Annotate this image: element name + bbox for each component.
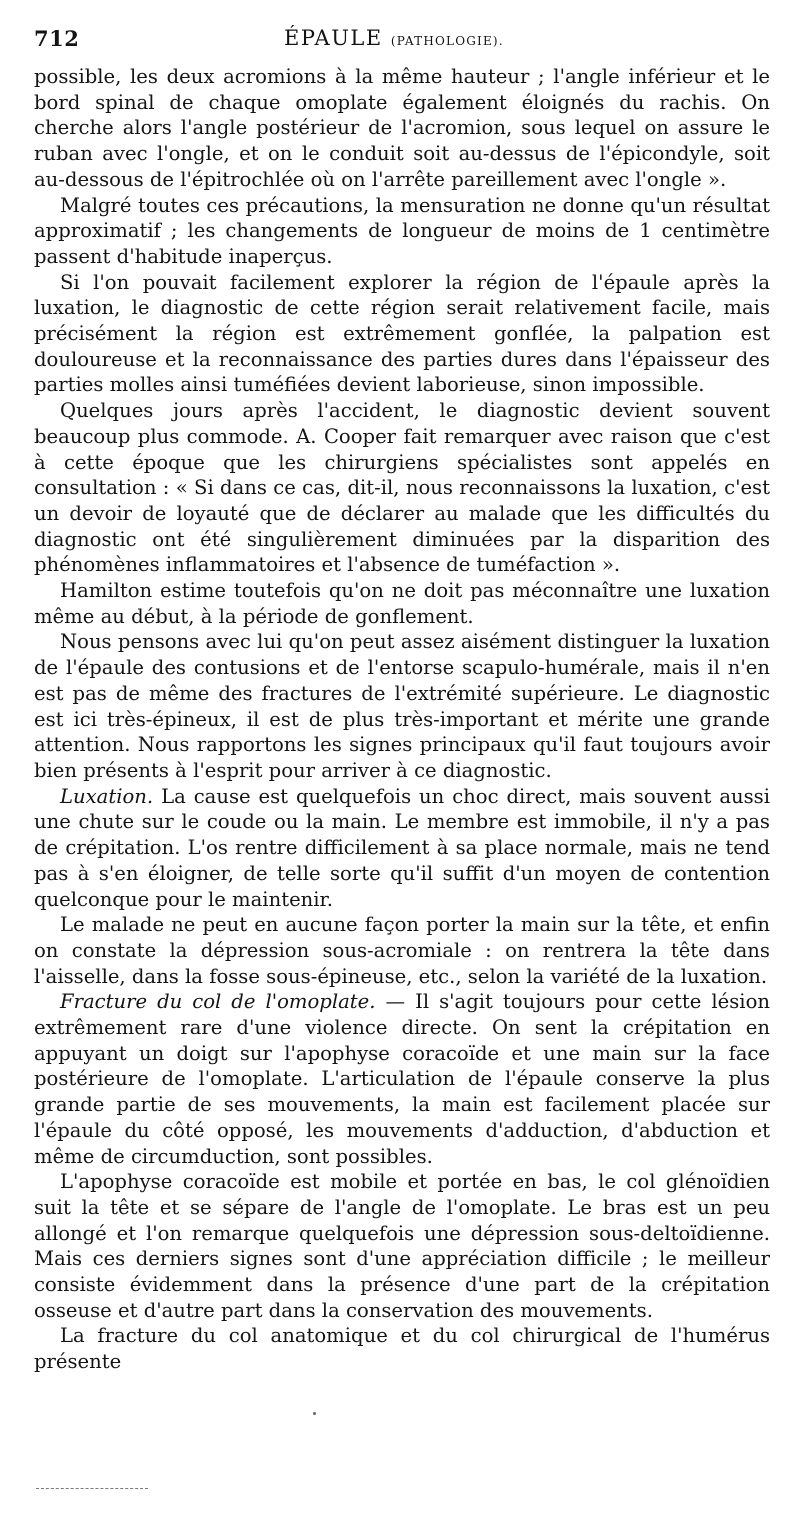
paragraph-1: possible, les deux acromions à la même hauteur ; l'angle inférieur et le bord spinal de chaque omoplate également éloignés du rachis. On cherche alors l'angle postérieur de l'acromion, sous lequel on assure le ruban avec l'ongle, et on le conduit soit au-dessus de l'épicondyle, soit au-dessous de l'épitrochlée où on l'arrête pareillement avec l'ongle ». xyxy=(34,65,770,191)
paragraph-3: Si l'on pouvait facilement explorer la région de l'épaule après la luxation, le diagnostic de cette région serait relativement facile, mais précisément la région est extrêmement gonflée, la palpation est douloureuse et la reconnaissance des parties dures dans l'épaisseur des parties molles ainsi tuméfiées devient laborieuse, sinon impossible. xyxy=(34,270,770,397)
running-title-main: ÉPAULE xyxy=(284,26,383,50)
page-header xyxy=(34,26,770,60)
paragraph-6: Nous pensons avec lui qu'on peut assez aisément distinguer la luxation de l'épaule des contusions et de l'entorse scapulo-humérale, mais il n'en est pas de même des fractures de l'extrémité supérieure. Le diagnostic est ici très-épineux, il est de plus très-important et mérite une grande attention. Nous rapportons les signes principaux qu'il faut toujours avoir bien présents à l'esprit pour arriver à ce diagnostic. xyxy=(34,630,770,782)
paragraph-9-lead: Fracture du col de l'omoplate. xyxy=(60,990,376,1014)
paragraph-2: Malgré toutes ces précautions, la mensuration ne donne qu'un résultat approximatif ; les changements de longueur de moins de 1 centimètre passent d'habitude inaperçus. xyxy=(34,193,770,268)
paragraph-9-body: — Il s'agit toujours pour cette lésion extrêmement rare d'une violence directe. On sent la crépitation en appuyant un doigt sur l'apophyse coracoïde et une main sur la face postérieure de l'omoplate. L'articulation de l'épaule conserve la plus grande partie de ses mouvements, la main est facilement placée sur l'épaule du côté opposé, les mouvements d'adduction, d'abduction et même de circumduction, sont possibles. xyxy=(34,990,770,1168)
paragraph-10: L'apophyse coracoïde est mobile et portée en bas, le col glénoïdien suit la tête et se sépare de l'angle de l'omoplate. Le bras est un peu allongé et l'on remarque quelquefois une dépression sous-deltoïdienne. Mais ces derniers signes sont d'une appréciation difficile ; le meilleur consiste évidemment dans la présence d'une part de la crépitation osseuse et d'autre part dans la conservation des mouvements. xyxy=(34,1170,770,1322)
paragraph-4: Quelques jours après l'accident, le diagnostic devient souvent beaucoup plus commode. A. Cooper fait remarquer avec raison que c'est à cette époque que les chirurgiens spécialistes sont appelés en consultation : « Si dans ce cas, dit-il, nous reconnaissons la luxation, c'est un devoir de loyauté que de déclarer au malade que les difficultés du diagnostic ont été singulièrement diminuées par la disparition des phénomènes inflammatoires et l'absence de tuméfaction ». xyxy=(34,399,770,577)
paragraph-7-lead: Luxation. xyxy=(60,784,154,808)
paragraph-11: La fracture du col anatomique et du col chirurgical de l'humérus présente xyxy=(34,1324,770,1374)
body-text xyxy=(34,64,770,1375)
paragraph-5: Hamilton estime toutefois qu'on ne doit pas méconnaître une luxation même au début, à la période de gonflement. xyxy=(34,579,770,628)
footer-rule xyxy=(36,1488,148,1489)
paragraph-7-body: La cause est quelquefois un choc direct, mais souvent aussi une chute sur le coude ou la main. Le membre est immobile, il n'y a pas de crépitation. L'os rentre difficilement à sa place normale, mais ne tend pas à s'en éloigner, de telle sorte qu'il suffit d'un moyen de contention quelconque pour le maintenir. xyxy=(34,784,770,911)
running-title xyxy=(284,26,504,50)
running-title-sub: (PATHOLOGIE). xyxy=(390,34,504,48)
page-number: 712 xyxy=(34,26,80,51)
paragraph-9 xyxy=(34,989,770,1169)
print-speck xyxy=(313,1412,316,1415)
paragraph-8: Le malade ne peut en aucune façon porter la main sur la tête, et enfin on constate la dépression sous-acromiale : on rentrera la tête dans l'aisselle, dans la fosse sous-épineuse, etc., selon la variété de la luxation. xyxy=(34,913,770,988)
paragraph-7 xyxy=(34,784,770,913)
